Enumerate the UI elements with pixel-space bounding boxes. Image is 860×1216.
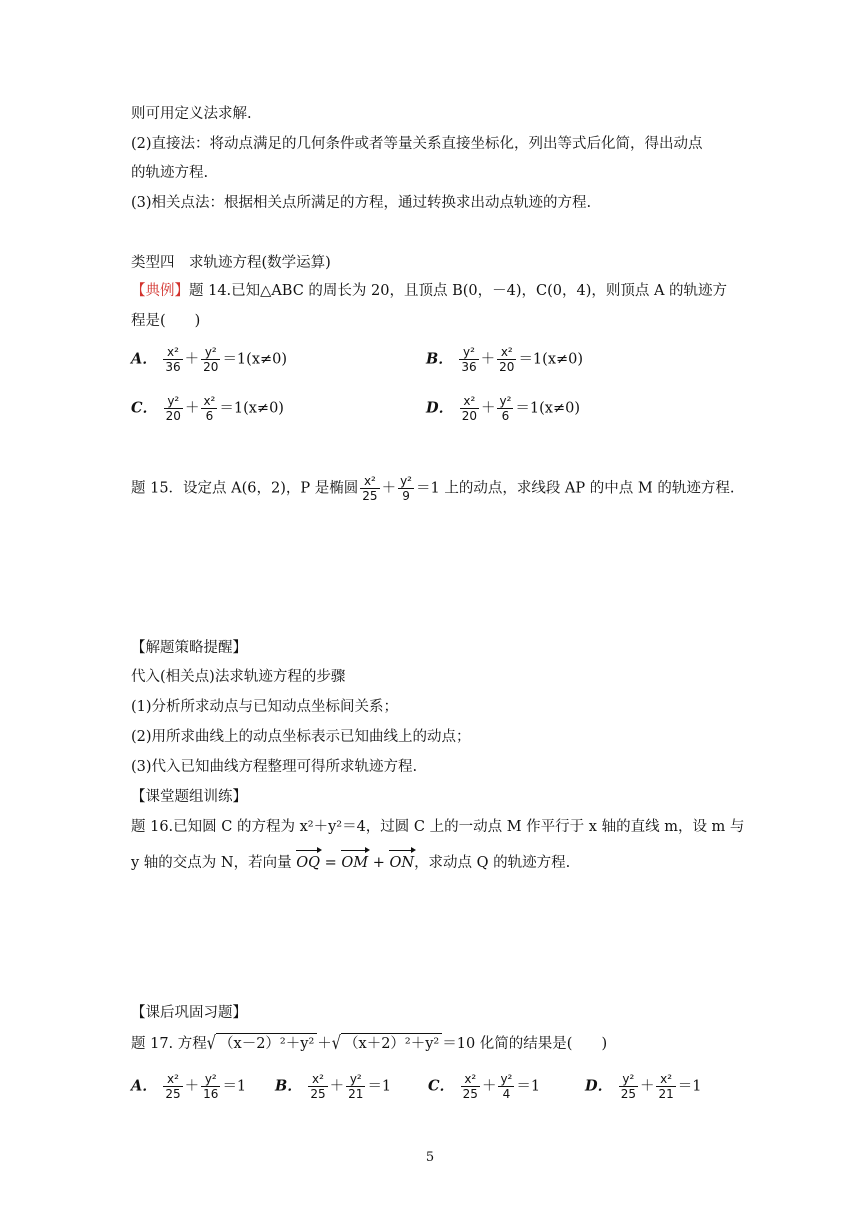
question-15: 题 15．设定点 A(6，2)，P 是椭圆 $\frac{\text{x²}}{25}$ ＋ $\frac{\text{y²}}{9}$ ＝1 上的动点，求线段 AP 的中点 M 的轨迹方程. — [131, 474, 735, 503]
page-number: 5 — [425, 1150, 435, 1165]
option-c[interactable]: C． $\frac{\text{x²}}{25}$ ＋ $\frac{\text{y²}}{4}$ ＝1 — [428, 1072, 541, 1101]
text-line: 则可用定义法求解. — [131, 106, 252, 122]
vector-oq: OQ — [296, 849, 320, 873]
strategy-title: 【解题策略提醒】 — [131, 640, 247, 656]
radical-1: （x－2）²＋y² — [216, 1033, 317, 1054]
strategy-line: 代入(相关点)法求轨迹方程的步骤 — [131, 669, 346, 685]
question-16-line1: 题 16.已知圆 C 的方程为 x²＋y²＝4，过圆 C 上的一动点 M 作平行于 x 轴的直线 m，设 m 与 — [131, 819, 745, 835]
radical-2: （x＋2）²＋y² — [341, 1033, 442, 1054]
text-line: (3)相关点法：根据相关点所满足的方程，通过转换求出动点轨迹的方程. — [131, 195, 592, 211]
practice-title: 【课堂题组训练】 — [131, 789, 247, 805]
question-16-line2: y 轴的交点为 N，若向量 OQ = OM + ON，求动点 Q 的轨迹方程. — [131, 849, 570, 873]
question-14-line1: 题 14.已知△ABC 的周长为 20，且顶点 B(0，－4)，C(0，4)，则顶点 A 的轨迹方 — [189, 283, 728, 299]
example-tag: 【典例】 — [131, 283, 189, 299]
strategy-line: (1)分析所求动点与已知动点坐标间关系； — [131, 699, 399, 715]
option-d[interactable]: D． $\frac{\text{y²}}{25}$ ＋ $\frac{\text{x²}}{21}$ ＝1 — [585, 1072, 702, 1101]
option-a[interactable]: A． $\frac{\text{x²}}{25}$ ＋ $\frac{\text{y²}}{16}$ ＝1 — [131, 1072, 247, 1101]
option-a[interactable]: A． $\frac{\text{x²}}{36}$ ＋ $\frac{\text{y²}}{20}$ ＝1(x≠0) — [131, 345, 288, 374]
question-14 — [131, 281, 727, 301]
option-b[interactable]: B． $\frac{\text{x²}}{25}$ ＋ $\frac{\text{y²}}{21}$ ＝1 — [275, 1072, 392, 1101]
vector-on: ON — [389, 849, 414, 873]
text-line: 的轨迹方程. — [131, 165, 209, 181]
option-c[interactable]: C． $\frac{\text{y²}}{20}$ ＋ $\frac{\text{x²}}{6}$ ＝1(x≠0) — [131, 394, 284, 423]
section-heading: 类型四 求轨迹方程(数学运算) — [131, 255, 331, 271]
question-14-line2: 程是( ) — [131, 313, 201, 329]
option-b[interactable]: B． $\frac{\text{y²}}{36}$ ＋ $\frac{\text{x²}}{20}$ ＝1(x≠0) — [426, 345, 584, 374]
vector-om: OM — [341, 849, 368, 873]
strategy-line: (2)用所求曲线上的动点坐标表示已知曲线上的动点； — [131, 729, 471, 745]
homework-title: 【课后巩固习题】 — [131, 1005, 247, 1021]
question-17: 题 17. 方程√ （x－2）²＋y² ＋√ （x＋2）²＋y² ＝10 化简的结果是( ) — [131, 1034, 608, 1054]
strategy-line: (3)代入已知曲线方程整理可得所求轨迹方程. — [131, 759, 418, 775]
text-line: (2)直接法：将动点满足的几何条件或者等量关系直接坐标化，列出等式后化简，得出动点 — [131, 136, 703, 152]
option-d[interactable]: D． $\frac{\text{x²}}{20}$ ＋ $\frac{\text{y²}}{6}$ ＝1(x≠0) — [426, 394, 580, 423]
